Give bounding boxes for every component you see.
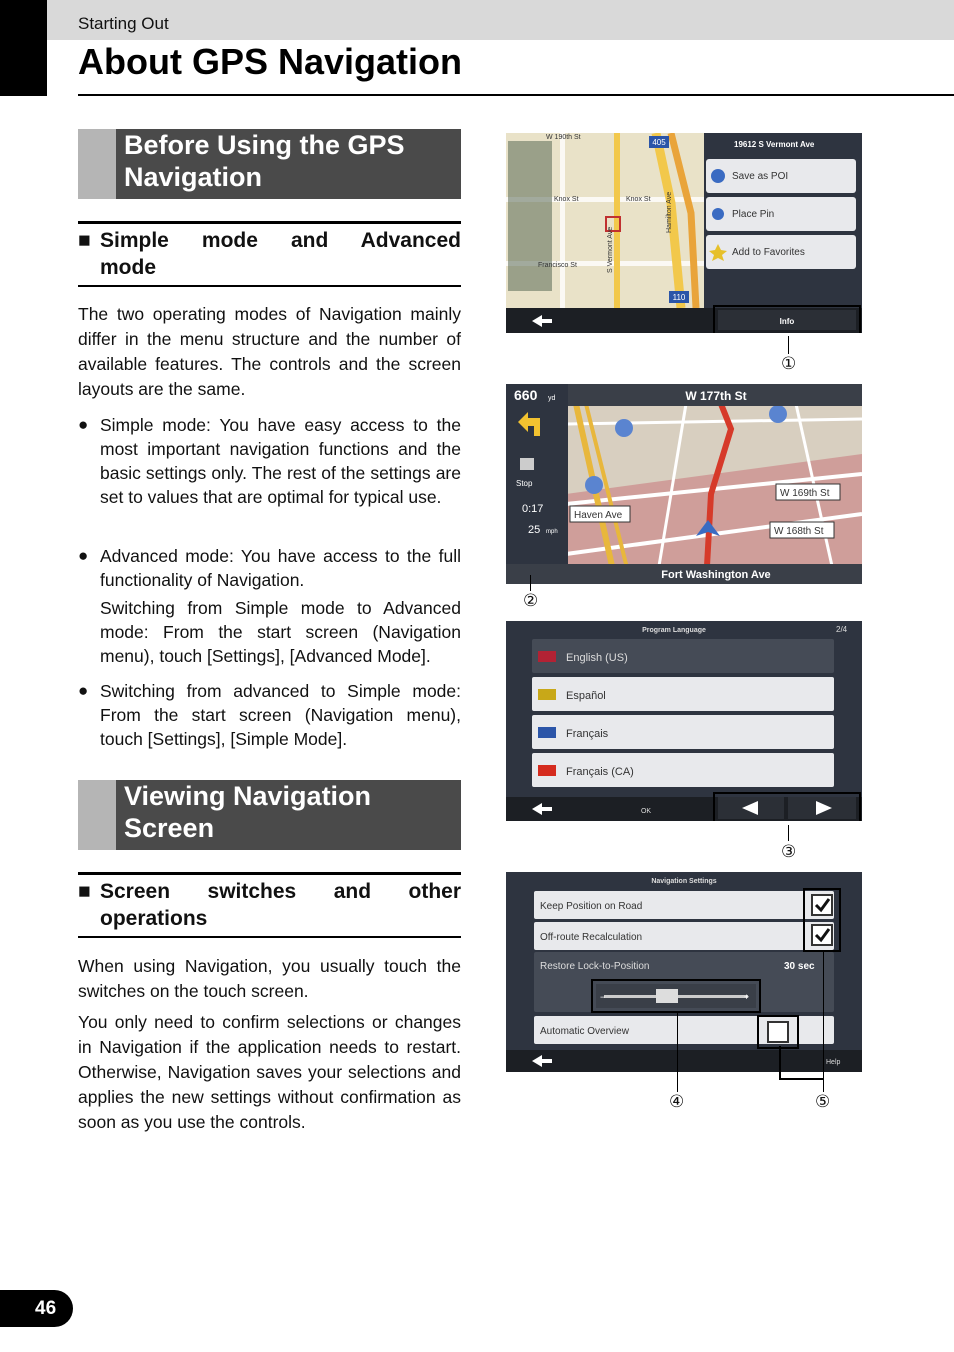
street-label: Francisco St: [538, 262, 577, 269]
callout-line: [677, 1012, 678, 1092]
street-label: Haven Ave: [574, 510, 623, 521]
setting-label: Automatic Overview: [540, 1026, 629, 1037]
subheading-simple-advanced: [78, 221, 461, 287]
place-pin-button[interactable]: [706, 197, 856, 231]
subheading-line-2: mode: [100, 256, 157, 279]
turn-distance: 660: [514, 387, 538, 403]
callout-2: ②: [523, 591, 539, 610]
settings-screen: [506, 872, 862, 1072]
bullet-dot-icon: ●: [78, 681, 89, 700]
subheading-text: Screen switches and other: [100, 880, 462, 903]
speed-unit: mph: [546, 529, 558, 535]
shield-label: 110: [672, 293, 686, 302]
language-label: Español: [566, 690, 606, 702]
info-label: Info: [779, 317, 795, 326]
square-bullet-icon: ■: [78, 229, 91, 252]
heading-line-2: Screen: [124, 813, 215, 843]
callout-line: [779, 1078, 824, 1080]
callout-5: ⑤: [815, 1092, 831, 1111]
section-heading-text: [124, 129, 455, 193]
setting-label: Keep Position on Road: [540, 901, 643, 912]
street-label: W 190th St: [546, 134, 581, 141]
help-button: Help: [826, 1059, 841, 1066]
header-band: [47, 0, 954, 40]
screen-title: Navigation Settings: [651, 878, 717, 885]
slider-handle[interactable]: [656, 989, 678, 1003]
setting-label: Restore Lock-to-Position: [540, 961, 650, 972]
button-label: Add to Favorites: [732, 247, 805, 258]
page-number: 46: [0, 1290, 73, 1327]
subheading-screen-switches: [78, 872, 461, 938]
map-screen: [506, 133, 862, 333]
current-street-label: Fort Washington Ave: [661, 569, 771, 581]
callout-line: [530, 575, 531, 591]
plus-icon: +: [744, 992, 750, 1002]
current-speed: 25: [528, 524, 541, 536]
flag-ca-icon: [538, 765, 556, 776]
street-label: Knox St: [626, 196, 651, 203]
paragraph-confirm: You only need to confirm selections or changes in Navigation if the application needs to restart. Otherwise, Navigation saves your selections and applies the new settings without confirmation as soon as you use the controls.: [78, 1012, 461, 1132]
subheading-line-2: operations: [100, 907, 208, 930]
street-label: S Vermont Ave: [607, 226, 614, 273]
callout-3: ③: [781, 842, 797, 861]
eta-time: 0:17: [522, 503, 544, 515]
section-heading-viewing: [78, 780, 461, 850]
screen-title: Program Language: [642, 627, 706, 634]
language-label: Français (CA): [566, 766, 634, 778]
language-label: English (US): [566, 652, 628, 664]
title-rule: [78, 94, 954, 96]
bullet-text: Advanced mode: You have access to the full functionality of Navigation.: [100, 546, 461, 590]
parking-icon: [769, 405, 787, 423]
callout-4: ④: [669, 1092, 685, 1111]
ok-button: OK: [640, 808, 652, 815]
section-label: Starting Out: [78, 14, 169, 33]
heading-line-1: Viewing Navigation: [124, 781, 372, 811]
setting-label: Off-route Recalculation: [540, 932, 643, 943]
next-street-label: W 177th St: [685, 389, 747, 403]
flag-es-icon: [538, 689, 556, 700]
callout-line: [779, 1046, 781, 1080]
bullet-switch-simple: [78, 679, 461, 751]
callout-line: [788, 825, 789, 841]
callout-1: ①: [781, 354, 797, 373]
checkbox-checked[interactable]: [812, 925, 832, 945]
language-label: Français: [566, 728, 609, 740]
intro-paragraph: The two operating modes of Navigation mainly differ in the menu structure and the number of available features. The controls and the screen layouts are the same.: [78, 304, 461, 399]
page-title: About GPS Navigation: [78, 41, 463, 82]
checkbox-unchecked[interactable]: [768, 1022, 788, 1042]
address-label: 19612 S Vermont Ave: [734, 140, 815, 149]
bullet-text: Switching from advanced to Simple mode: From the start screen (Navigation menu), touch [Settings], [Simple Mode].: [100, 681, 461, 749]
bullet-dot-icon: ●: [78, 546, 89, 565]
pin-icon: [712, 208, 724, 220]
heading-line-2: Navigation: [124, 162, 263, 192]
street-label: W 169th St: [780, 488, 830, 499]
flag-us-icon: [538, 651, 556, 662]
stop-icon[interactable]: [520, 458, 534, 470]
parking-icon: [585, 476, 603, 494]
paragraph-switches: When using Navigation, you usually touch the switches on the touch screen.: [78, 956, 461, 1001]
heading-line-1: Before Using the GPS: [124, 130, 405, 160]
square-bullet-icon: ■: [78, 880, 91, 903]
street-label: Knox St: [554, 196, 579, 203]
button-label: Save as POI: [732, 171, 789, 182]
shield-label: 405: [652, 138, 666, 147]
stop-label: Stop: [516, 479, 533, 488]
street-label: W 168th St: [774, 526, 824, 537]
corner-tab: [0, 0, 47, 96]
callout-line: [823, 950, 824, 1092]
drive-screen: [506, 384, 862, 584]
section-heading-before-using: [78, 129, 461, 199]
street-label: Hamilton Ave: [666, 191, 673, 233]
section-heading-stub: [78, 129, 116, 199]
turn-distance-unit: yd: [548, 395, 556, 402]
page-indicator: 2/4: [836, 625, 848, 634]
section-heading-stub: [78, 780, 116, 850]
bullet-extra-text: Switching from Simple mode to Advanced mode: From the start screen (Navigation menu), touch [Settings], [Advanced Mode].: [100, 598, 461, 666]
flag-fr-icon: [538, 727, 556, 738]
bullet-simple-mode: [78, 413, 461, 509]
parking-icon: [615, 419, 633, 437]
section-heading-text: [124, 780, 455, 844]
subheading-text: Simple mode and Advanced: [100, 229, 461, 252]
minus-icon: −: [600, 992, 606, 1002]
language-screen: [506, 621, 862, 821]
callout-line: [788, 336, 789, 354]
bullet-text: Simple mode: You have easy access to the most important navigation functions and the basic settings only. The rest of the settings are set to values that are optimal for typical use.: [100, 415, 461, 507]
bullet-dot-icon: ●: [78, 415, 89, 434]
poi-icon: [711, 169, 725, 183]
bullet-advanced-mode: [78, 544, 461, 668]
checkbox-checked[interactable]: [812, 895, 832, 915]
setting-value: 30 sec: [784, 961, 815, 972]
button-label: Place Pin: [732, 209, 775, 220]
